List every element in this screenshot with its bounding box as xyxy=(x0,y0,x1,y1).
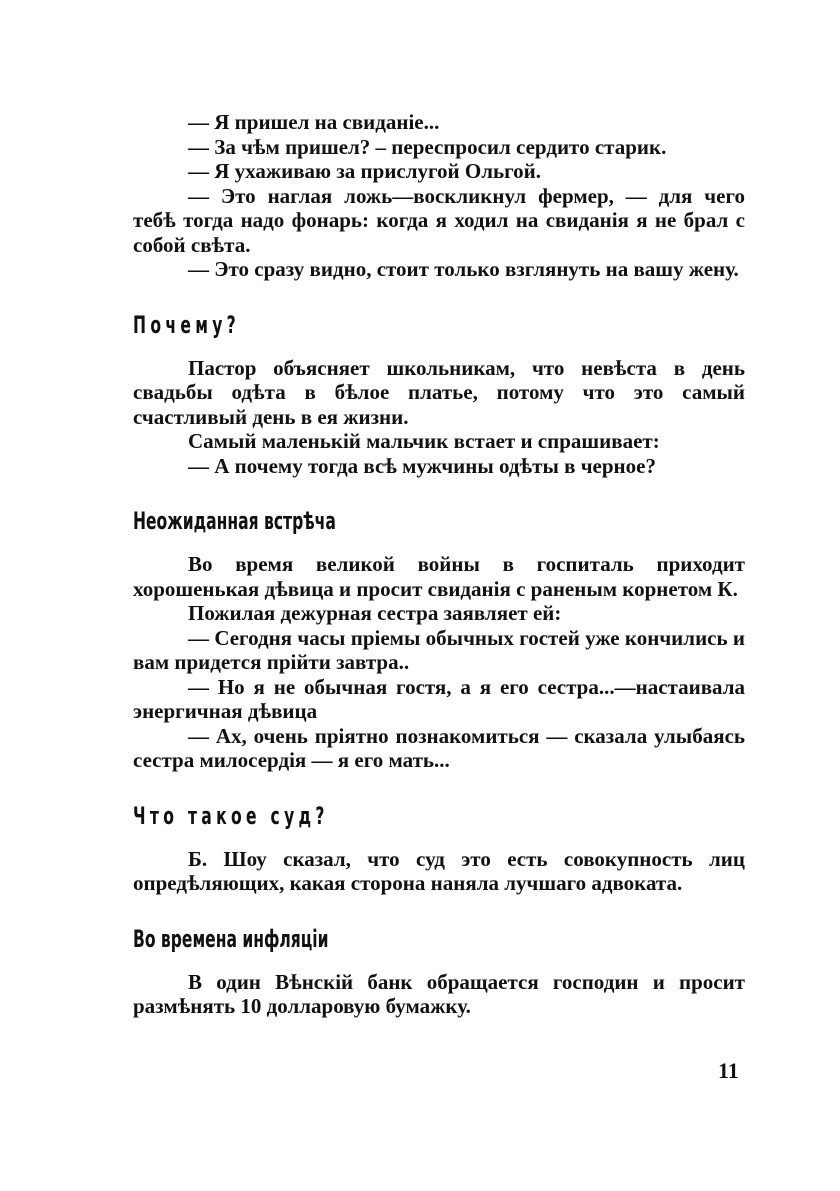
paragraph: Б. Шоу сказал, что суд это есть совокупность лиц опредѣляющих, какая сторона наняла лучшаго адвоката. xyxy=(133,846,745,895)
dialogue-line: — Я ухаживаю за прислугой Ольгой. xyxy=(188,159,541,183)
section-title-neozhidannaya-vstrecha: Неожиданная встрѣча xyxy=(133,507,336,535)
section-title-vo-vremena-inflyatsii: Во времена инфляціи xyxy=(133,924,329,953)
dialogue-line: — За чѣм пришел? – переспросил сердито старик. xyxy=(188,134,667,159)
paragraph: Самый маленькій мальчик встает и спрашивает: xyxy=(188,429,660,453)
dialogue-line: — Я пришел на свиданіе... xyxy=(188,110,440,134)
paragraph: Пожилая дежурная сестра заявляет ей: xyxy=(188,601,562,625)
page-number: 11 xyxy=(718,1058,739,1083)
page-text xyxy=(133,110,745,1019)
dialogue-line: — Это сразу видно, стоит только взглянуть на вашу жену. xyxy=(188,257,739,281)
dialogue-line: — А почему тогда всѣ мужчины одѣты в черное? xyxy=(188,453,656,478)
paragraph: Пастор объясняет школьникам, что невѣста в день свадьбы одѣта в бѣлое платье, потому что это самый счастливый день в ея жизни. xyxy=(133,355,745,429)
paragraph: В один Вѣнскій банк обращается господин и проcит размѣнять 10 долларовую бумажку. xyxy=(133,969,745,1018)
dialogue-line: — Но я не обычная гостя, а я его сестра...—настаивала энергичная дѣвица xyxy=(133,674,745,723)
section-title-pochemu: Почему? xyxy=(133,310,241,339)
dialogue-line: — Ах, очень пріятно познакомиться — сказала улыбаясь сестра милосердія — я его мать... xyxy=(133,723,745,772)
paragraph: Во время великой войны в госпиталь приходит хорошенькая дѣвица и просит свиданія с раненым корнетом К. xyxy=(133,552,745,601)
dialogue-line: — Сегодня часы пріемы обычных гостей уже кончились и вам придется прійти завтра.. xyxy=(133,625,745,674)
section-title-chto-takoe-sud: Что такое суд? xyxy=(133,801,329,830)
dialogue-line: — Это наглая ложь—воскликнул фермер, — для чего тебѣ тогда надо фонарь: когда я ходил на свиданія я не брал с собой свѣта. xyxy=(133,183,745,257)
